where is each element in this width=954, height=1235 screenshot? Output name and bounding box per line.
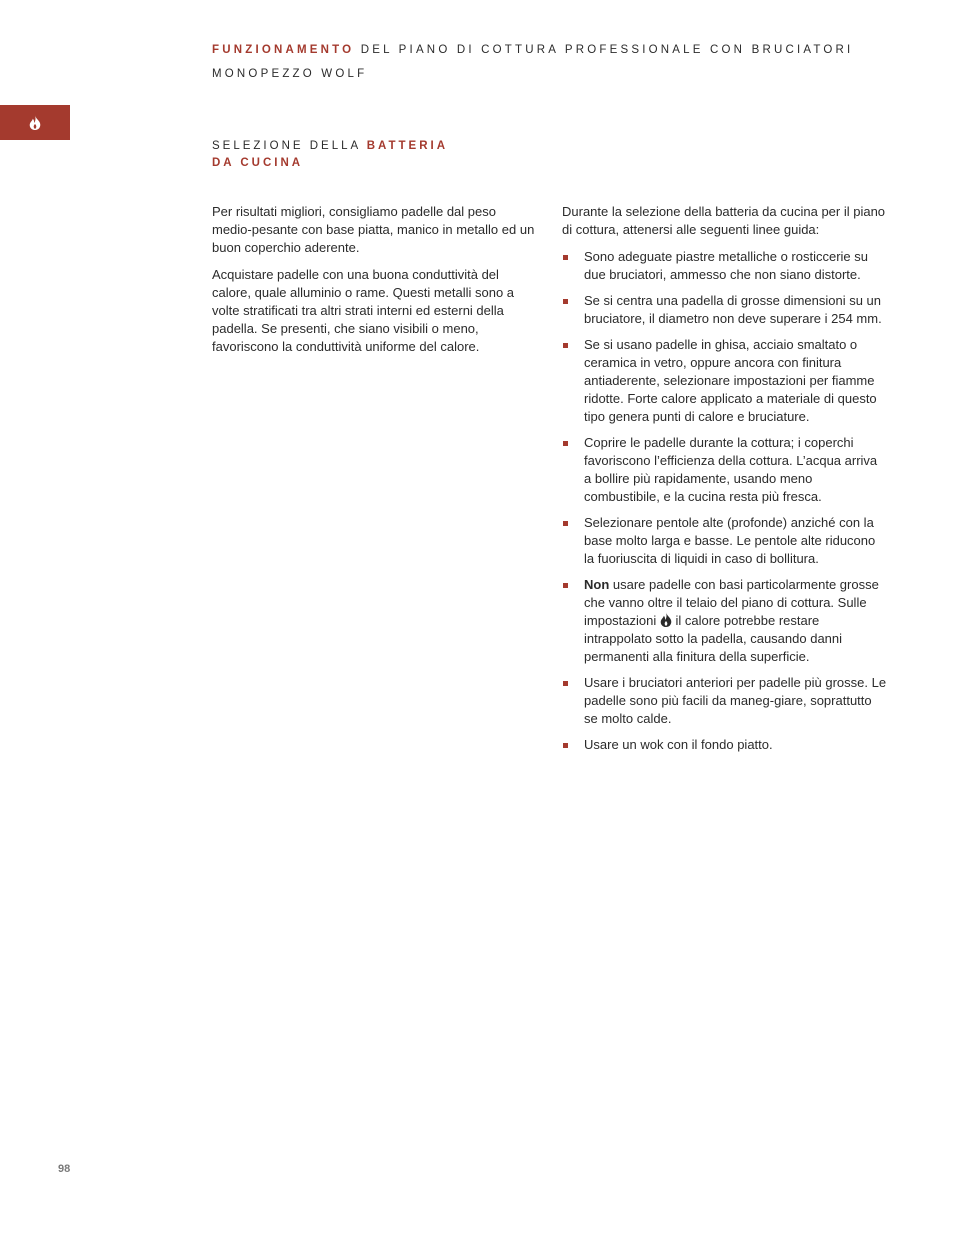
bullet-marker [563, 521, 568, 526]
bullet-marker [563, 343, 568, 348]
header-line-2: MONOPEZZO WOLF [212, 68, 368, 80]
page-header [212, 38, 912, 86]
list-item [562, 434, 887, 506]
list-item [562, 736, 887, 754]
bullet-marker [563, 299, 568, 304]
list-item [562, 248, 887, 284]
list-item [562, 674, 887, 728]
bullet-marker [563, 743, 568, 748]
page-number: 98 [58, 1163, 71, 1175]
list-item-text: Coprire le padelle durante la cottura; i coperchi favoriscono l’efficienza della cottura. L’acqua arriva a bollire più rapidamente, usando meno combustibile, e la cucina resta più fresca. [584, 435, 878, 504]
list-item [562, 514, 887, 568]
paragraph: Per risultati migliori, consigliamo padelle dal peso medio-pesante con base piatta, manico in metallo ed un buon coperchio aderente. [212, 204, 535, 255]
right-column [562, 203, 887, 762]
header-accent: FUNZIONAMENTO [212, 44, 355, 56]
list-item-text: Se si centra una padella di grosse dimensioni su un bruciatore, il diametro non deve superare i 254 mm. [584, 293, 882, 326]
list-item-text: Se si usano padelle in ghisa, acciaio smaltato o ceramica in vetro, oppure ancora con finitura antiaderente, selezionare impostazioni per fiamme ridotte. Forte calore applicato a materiale di questo tipo genera punti di calore e bruciature. [584, 337, 877, 424]
section-title-line-2: DA CUCINA [212, 157, 304, 169]
list-item [562, 292, 887, 328]
bullet-marker [563, 681, 568, 686]
header-title: DEL PIANO DI COTTURA PROFESSIONALE CON BRUCIATORI [360, 44, 854, 56]
intro-paragraph: Durante la selezione della batteria da cucina per il piano di cottura, attenersi alle seguenti linee guida: [562, 204, 886, 237]
list-item-text: usare padelle con basi particolarmente grosse che vanno oltre il telaio del piano di cottura. Sulle impostazioni [584, 577, 879, 628]
paragraph: Acquistare padelle con una buona conduttività del calore, quale alluminio o rame. Questi metalli sono a volte stratificati tra altri strati interni ed esterni della padella. Se presenti, che siano visibili o meno, favoriscono la conduttività uniforme del calore. [212, 267, 515, 354]
list-item-text: Sono adeguate piastre metalliche o rosticcerie su due bruciatori, ammesso che non siano distorte. [584, 249, 868, 282]
bullet-marker [563, 441, 568, 446]
guideline-list [562, 248, 887, 754]
section-tab [0, 105, 70, 140]
section-title-accent: BATTERIA [366, 140, 449, 152]
list-item-text: Usare un wok con il fondo piatto. [584, 737, 773, 752]
list-item-warning [562, 576, 887, 666]
bullet-marker [563, 583, 568, 588]
left-column [212, 203, 537, 365]
section-title-plain: SELEZIONE DELLA [212, 140, 361, 152]
section-title [212, 138, 532, 172]
flame-icon [29, 115, 41, 130]
list-item [562, 336, 887, 426]
section-title-line-1 [212, 138, 532, 155]
list-item-text: Usare i bruciatori anteriori per padelle più grosse. Le padelle sono più facili da maneg-giare, soprattutto se molto calde. [584, 675, 887, 726]
flame-icon [660, 612, 672, 627]
list-item-text: il calore potrebbe restare intrappolato sotto la padella, causando danni permanenti alla finitura della superficie. [584, 613, 843, 664]
warning-keyword: Non [584, 577, 610, 592]
bullet-marker [563, 255, 568, 260]
header-line-1 [212, 38, 912, 62]
list-item-text: Selezionare pentole alte (profonde) anziché con la base molto larga e basse. Le pentole alte riducono la fuoriuscita di liquidi in caso di bollitura. [584, 515, 876, 566]
